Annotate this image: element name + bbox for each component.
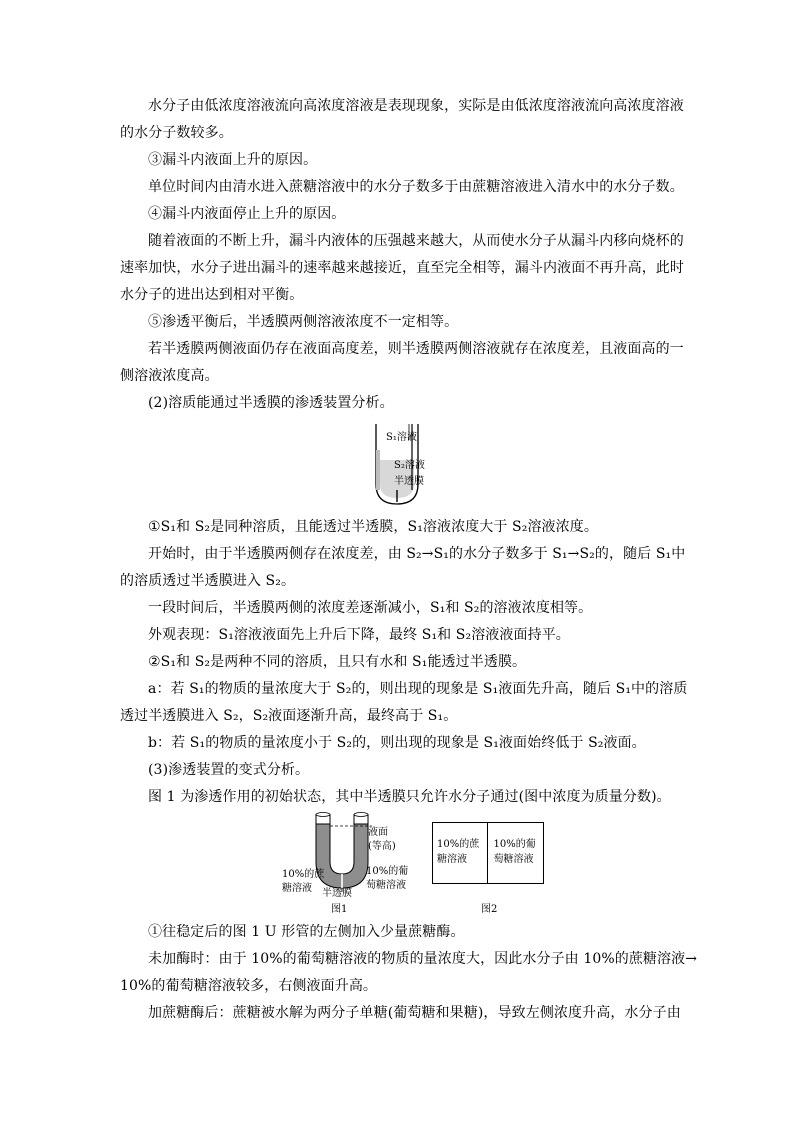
text-line: 若半透膜两侧液面仍存在液面高度差，则半透膜两侧溶液就存在浓度差，且液面高的一 [148,341,684,357]
text-line: 透过半透膜进入 S₂，S₂液面逐渐升高，最终高于 S₁。 [120,708,458,724]
left-solution-label: 10%的蔗 [282,869,325,880]
text-line: 的溶质透过半透膜进入 S₂。 [120,573,296,589]
text-line: 单位时间内由清水进入蔗糖溶液中的水分子数多于由蔗糖溶液进入清水中的水分子数。 [148,179,684,195]
text-line: 速率加快，水分子进出漏斗的速率越来越接近，直至完全相等，漏斗内液面不再升高，此时 [120,260,684,276]
text-line: 外观表现：S₁溶液液面先上升后下降，最终 S₁和 S₂溶液液面持平。 [148,627,570,643]
surface-label-equal: (等高) [368,841,396,852]
text-line: (2)溶质能通过半透膜的渗透装置分析。 [148,395,394,411]
text-line: 水分子的进出达到相对平衡。 [120,287,304,303]
text-line: ⑤渗透平衡后，半透膜两侧溶液浓度不一定相等。 [148,314,459,330]
text-line: ②S₁和 S₂是两种不同的溶质，且只有水和 S₁能透过半透膜。 [148,654,527,670]
s1-label: S₁溶液 [386,432,417,443]
text-line: 未加酶时：由于 10%的葡萄糖溶液的物质的量浓度大，因此水分子由 10%的蔗糖溶液→ [148,951,698,967]
figure-1-caption: 图1 [331,904,348,915]
membrane-label: 半透膜 [394,476,424,487]
figure-2-left-label: 糖溶液 [437,854,467,865]
text-line: 水分子由低浓度溶液流向高浓度溶液是表现现象，实际是由低浓度溶液流向高浓度溶液 [148,98,684,114]
u-membrane-label: 半透膜 [322,888,352,899]
text-line: 10%的葡萄糖溶液较多，右侧液面升高。 [120,978,378,994]
u-tube-figure [312,812,372,894]
text-line: 随着液面的不断上升，漏斗内液体的压强越来越大，从而使水分子从漏斗内移向烧杯的 [148,233,684,249]
figure-2-caption: 图2 [481,904,498,915]
text-line: ④漏斗内液面停止上升的原因。 [148,206,346,222]
surface-label: 液面 [368,827,388,838]
right-tube-mouth [354,813,368,817]
left-tube-mouth [316,813,330,817]
text-line: ①S₁和 S₂是同种溶质，且能透过半透膜，S₁溶液浓度大于 S₂溶液浓度。 [148,519,598,535]
figure-2-left-label: 10%的蔗 [437,839,480,850]
text-line: 图 1 为渗透作用的初始状态，其中半透膜只允许水分子通过(图中浓度为质量分数)。 [148,789,671,805]
figure-2-right-label: 萄糖溶液 [493,854,534,865]
s2-label: S₂溶液 [394,460,425,471]
left-solution-label: 糖溶液 [282,883,312,894]
text-line: 侧溶液浓度高。 [120,368,219,384]
figure-2-right-label: 10%的葡 [493,839,536,850]
text-line: (3)渗透装置的变式分析。 [148,762,310,778]
text-line: 开始时，由于半透膜两侧存在浓度差，由 S₂→S₁的水分子数多于 S₁→S₂的，随后 S₁中 [148,546,686,562]
right-solution-label: 10%的葡 [366,866,409,877]
text-line: b：若 S₁的物质的量浓度小于 S₂的，则出现的现象是 S₁液面始终低于 S₂液面。 [148,735,646,751]
s1-liquid [376,450,380,490]
text-line: 加蔗糖酶后：蔗糖被水解为两分子单糖(葡萄糖和果糖)，导致左侧浓度升高，水分子由 [148,1005,681,1021]
text-line: a：若 S₁的物质的量浓度大于 S₂的，则出现的现象是 S₁液面先升高，随后 S₁中的溶质 [148,681,688,697]
figure-2-left-cell [433,823,488,883]
right-solution-label: 萄糖溶液 [366,880,406,891]
figure-2-box [432,822,544,884]
text-line: 的水分子数较多。 [120,125,233,141]
text-line: ③漏斗内液面上升的原因。 [148,152,318,168]
text-line: ①往稳定后的图 1 U 形管的左侧加入少量蔗糖酶。 [148,924,465,940]
figure-2-right-cell [488,823,544,883]
text-line: 一段时间后，半透膜两侧的浓度差逐渐减小，S₁和 S₂的溶液浓度相等。 [148,600,593,616]
